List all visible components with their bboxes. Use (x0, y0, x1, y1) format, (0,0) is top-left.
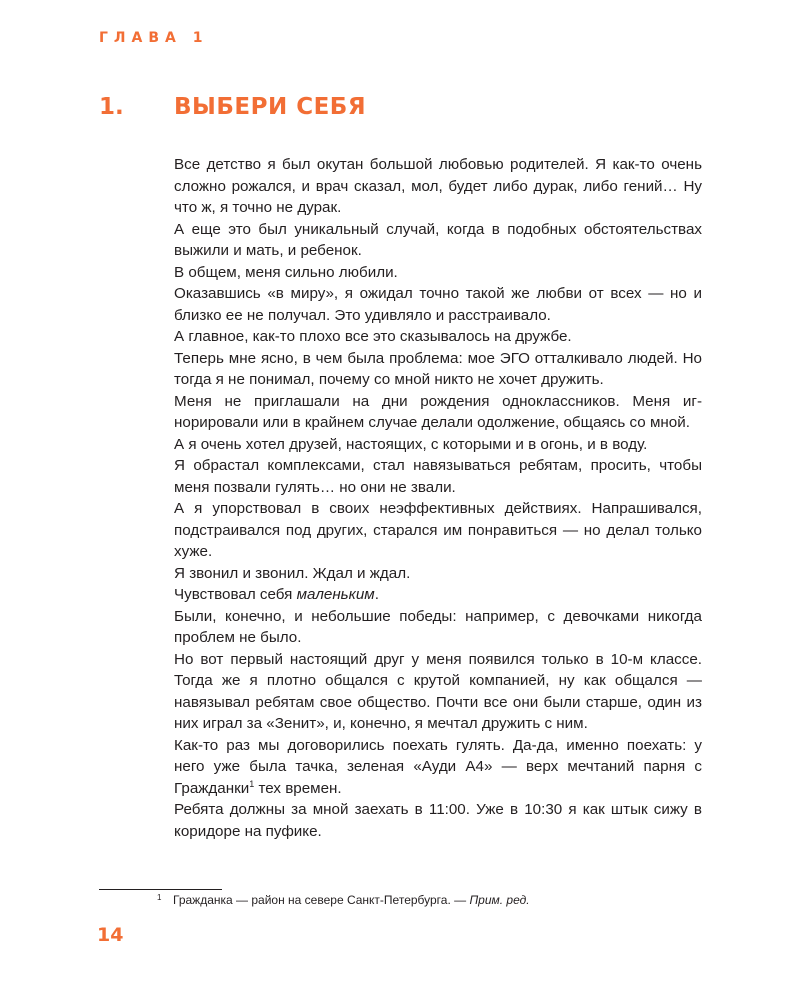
footnote-divider (99, 889, 222, 890)
paragraph: В общем, меня сильно любили. (174, 263, 398, 281)
paragraph: Все детство я был окутан большой любовью родителей. Я как-то очень сложно рожался, и врач сказал, мол, будет либо дурак, либо гений… Ну что ж, я точно не дурак. (174, 156, 702, 216)
paragraph: Меня не приглашали на дни рождения одноклассников. Меня игнорировали или в крайнем случае делали одолжение, общаясь со мной. (174, 392, 702, 431)
paragraph-text: Чувствовал себя (174, 586, 297, 603)
paragraph-text: Как-то раз мы договорились поехать гулять. Да-да, именно поехать: у него уже была тачка, зеленая «Ауди А4» — верх мечтаний парня с Гражданки (174, 736, 702, 797)
paragraph: Оказавшись «в миру», я ожидал точно такой же любви от всех — но и близко ее не получал. Это удивляло и расстраивало. (174, 285, 702, 324)
paragraph: Но вот первый настоящий друг у меня появился только в 10-м классе. Тогда же я плотно общался с крутой компанией, ну как общался — навязывал ребятам свое общество. Почти все они были старше, один из них играл за «Зенит», и, конечно, я мечтал дружить с ним. (174, 650, 702, 732)
footnote-editor-note: Прим. ред. (469, 893, 530, 907)
footnote-mark: 1 (157, 893, 162, 902)
paragraph (174, 584, 702, 606)
italic-text: маленьким (296, 586, 375, 603)
footnote (157, 893, 530, 907)
paragraph: А главное, как-то плохо все это сказывалось на дружбе. (174, 328, 572, 345)
paragraph: А я очень хотел друзей, настоящих, с которыми и в огонь, и в воду. (174, 435, 648, 453)
paragraph-text: . (374, 586, 379, 603)
paragraph: Я обрастал комплексами, стал навязываться ребятам, просить, чтобы меня позвали гулять… но они не звали. (174, 457, 702, 496)
paragraph: А еще это был уникальный случай, когда в подобных обстоятельствах выжили и мать, и ребенок. (174, 220, 702, 259)
section-title: ВЫБЕРИ СЕБЯ (174, 94, 367, 120)
page-number: 14 (97, 924, 124, 946)
body-text (174, 154, 702, 842)
paragraph (174, 735, 702, 800)
paragraph: Я звонил и звонил. Ждал и ждал. (174, 564, 411, 582)
footnote-reference: 1 (249, 778, 255, 789)
chapter-label: ГЛАВА 1 (99, 30, 209, 46)
paragraph: Ребята должны за мной заехать в 11:00. Уже в 10:30 я как штык сижу в коридоре на пуфике. (174, 801, 702, 840)
paragraph-text: тех времен. (254, 779, 342, 797)
paragraph: Теперь мне ясно, в чем была проблема: мое ЭГО отталкивало людей. Но тогда я не понимал, почему со мной никто не хочет дружить. (174, 349, 702, 388)
section-number: 1. (99, 94, 124, 120)
footnote-text: Гражданка — район на севере Санкт-Петербурга. — (173, 893, 470, 907)
paragraph: А я упорствовал в своих неэффективных действиях. Напрашивался, подстраивался под других, старался им понравиться — но делал только хуже. (174, 500, 702, 560)
paragraph: Были, конечно, и небольшие победы: например, с девочками никогда проблем не было. (174, 607, 702, 646)
